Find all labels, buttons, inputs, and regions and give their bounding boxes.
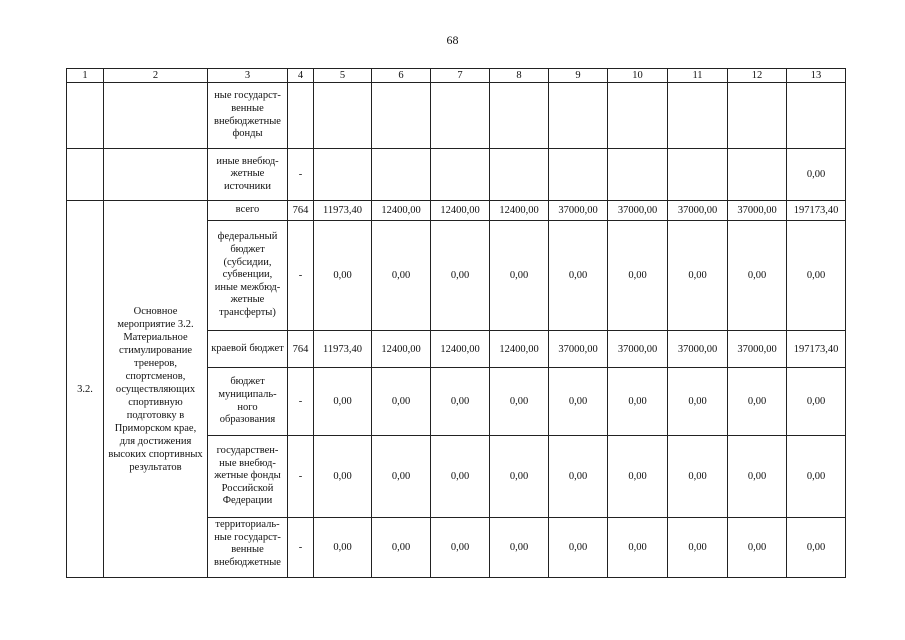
value-cell: 11973,40 (314, 331, 372, 368)
value-cell: 0,00 (608, 436, 668, 518)
funding-source-cell: ные государст-венные внебюджетные фонды (208, 83, 288, 149)
value-cell: 0,00 (314, 221, 372, 331)
value-cell: 0,00 (787, 368, 846, 436)
value-cell: 12400,00 (372, 331, 431, 368)
table-row (67, 149, 846, 201)
value-cell: 0,00 (372, 518, 431, 578)
funding-source-cell: бюджет муниципаль-ного образования (208, 368, 288, 436)
column-header: 11 (668, 69, 728, 83)
column-header: 9 (549, 69, 608, 83)
value-cell: 37000,00 (608, 201, 668, 221)
value-cell: 0,00 (549, 436, 608, 518)
value-cell: 0,00 (787, 436, 846, 518)
funding-source-cell: краевой бюджет (208, 331, 288, 368)
value-cell (431, 83, 490, 149)
column-header: 6 (372, 69, 431, 83)
budget-code-cell: 764 (288, 331, 314, 368)
value-cell: 0,00 (431, 518, 490, 578)
funding-source-cell: федеральный бюджет (субсидии, субвенции, иные межбюд-жетные трансферты) (208, 221, 288, 331)
value-cell (372, 83, 431, 149)
value-cell: 0,00 (549, 518, 608, 578)
column-header: 4 (288, 69, 314, 83)
budget-code-cell: 764 (288, 201, 314, 221)
budget-code-cell: - (288, 368, 314, 436)
value-cell: 0,00 (490, 436, 549, 518)
value-cell: 0,00 (314, 436, 372, 518)
value-cell: 0,00 (668, 221, 728, 331)
value-cell: 12400,00 (490, 201, 549, 221)
value-cell: 37000,00 (668, 331, 728, 368)
value-cell (608, 83, 668, 149)
column-header: 10 (608, 69, 668, 83)
value-cell: 197173,40 (787, 201, 846, 221)
budget-table (66, 68, 846, 578)
value-cell (372, 149, 431, 201)
value-cell: 0,00 (490, 221, 549, 331)
budget-code-cell: - (288, 436, 314, 518)
value-cell: 0,00 (787, 518, 846, 578)
value-cell: 37000,00 (668, 201, 728, 221)
value-cell: 0,00 (431, 221, 490, 331)
value-cell: 0,00 (728, 518, 787, 578)
funding-source-cell: всего (208, 201, 288, 221)
value-cell: 0,00 (372, 368, 431, 436)
value-cell (608, 149, 668, 201)
column-header: 1 (67, 69, 104, 83)
value-cell: 0,00 (431, 436, 490, 518)
table-row (67, 201, 846, 221)
value-cell: 0,00 (314, 368, 372, 436)
value-cell: 0,00 (549, 221, 608, 331)
value-cell (431, 149, 490, 201)
funding-source-cell: государствен-ные внебюд-жетные фонды Российской Федерации (208, 436, 288, 518)
page-number: 68 (446, 33, 459, 47)
value-cell (490, 83, 549, 149)
measure-name-cell (104, 83, 208, 149)
budget-code-cell: - (288, 149, 314, 201)
value-cell: 0,00 (668, 368, 728, 436)
value-cell: 37000,00 (549, 331, 608, 368)
value-cell: 0,00 (372, 221, 431, 331)
value-cell (490, 149, 549, 201)
funding-source-cell: территориаль-ные государст-венные внебюджетные (208, 518, 288, 578)
value-cell: 0,00 (608, 518, 668, 578)
value-cell: 12400,00 (490, 331, 549, 368)
value-cell: 11973,40 (314, 201, 372, 221)
value-cell: 0,00 (787, 221, 846, 331)
value-cell: 37000,00 (728, 201, 787, 221)
measure-name-cell: Основное мероприятие 3.2. Материальное стимулирование тренеров, спортсменов, осуществляющих спортивную подготовку в Приморском крае, для достижения высоких спортивных результатов (104, 201, 208, 578)
column-header: 12 (728, 69, 787, 83)
value-cell: 0,00 (372, 436, 431, 518)
value-cell: 0,00 (668, 436, 728, 518)
value-cell: 0,00 (668, 518, 728, 578)
value-cell: 0,00 (314, 518, 372, 578)
value-cell (787, 83, 846, 149)
value-cell (549, 83, 608, 149)
budget-code-cell: - (288, 518, 314, 578)
value-cell (314, 149, 372, 201)
value-cell (668, 149, 728, 201)
column-header: 3 (208, 69, 288, 83)
value-cell (728, 83, 787, 149)
value-cell: 0,00 (787, 149, 846, 201)
table-row (67, 83, 846, 149)
budget-code-cell: - (288, 221, 314, 331)
value-cell: 37000,00 (728, 331, 787, 368)
measure-name-cell (104, 149, 208, 201)
row-number-cell: 3.2. (67, 201, 104, 578)
value-cell: 37000,00 (549, 201, 608, 221)
value-cell (728, 149, 787, 201)
funding-source-cell: иные внебюд-жетные источники (208, 149, 288, 201)
value-cell: 0,00 (549, 368, 608, 436)
value-cell: 12400,00 (372, 201, 431, 221)
column-header: 13 (787, 69, 846, 83)
value-cell: 0,00 (608, 221, 668, 331)
value-cell: 12400,00 (431, 331, 490, 368)
value-cell: 0,00 (728, 221, 787, 331)
column-header: 7 (431, 69, 490, 83)
row-number-cell (67, 83, 104, 149)
column-header: 2 (104, 69, 208, 83)
budget-code-cell (288, 83, 314, 149)
row-number-cell (67, 149, 104, 201)
value-cell: 0,00 (728, 436, 787, 518)
value-cell (314, 83, 372, 149)
value-cell: 0,00 (490, 368, 549, 436)
column-header: 8 (490, 69, 549, 83)
value-cell: 37000,00 (608, 331, 668, 368)
value-cell: 0,00 (431, 368, 490, 436)
value-cell (668, 83, 728, 149)
value-cell (549, 149, 608, 201)
value-cell: 0,00 (728, 368, 787, 436)
column-number-row (67, 69, 846, 83)
value-cell: 197173,40 (787, 331, 846, 368)
value-cell: 12400,00 (431, 201, 490, 221)
value-cell: 0,00 (608, 368, 668, 436)
column-header: 5 (314, 69, 372, 83)
value-cell: 0,00 (490, 518, 549, 578)
